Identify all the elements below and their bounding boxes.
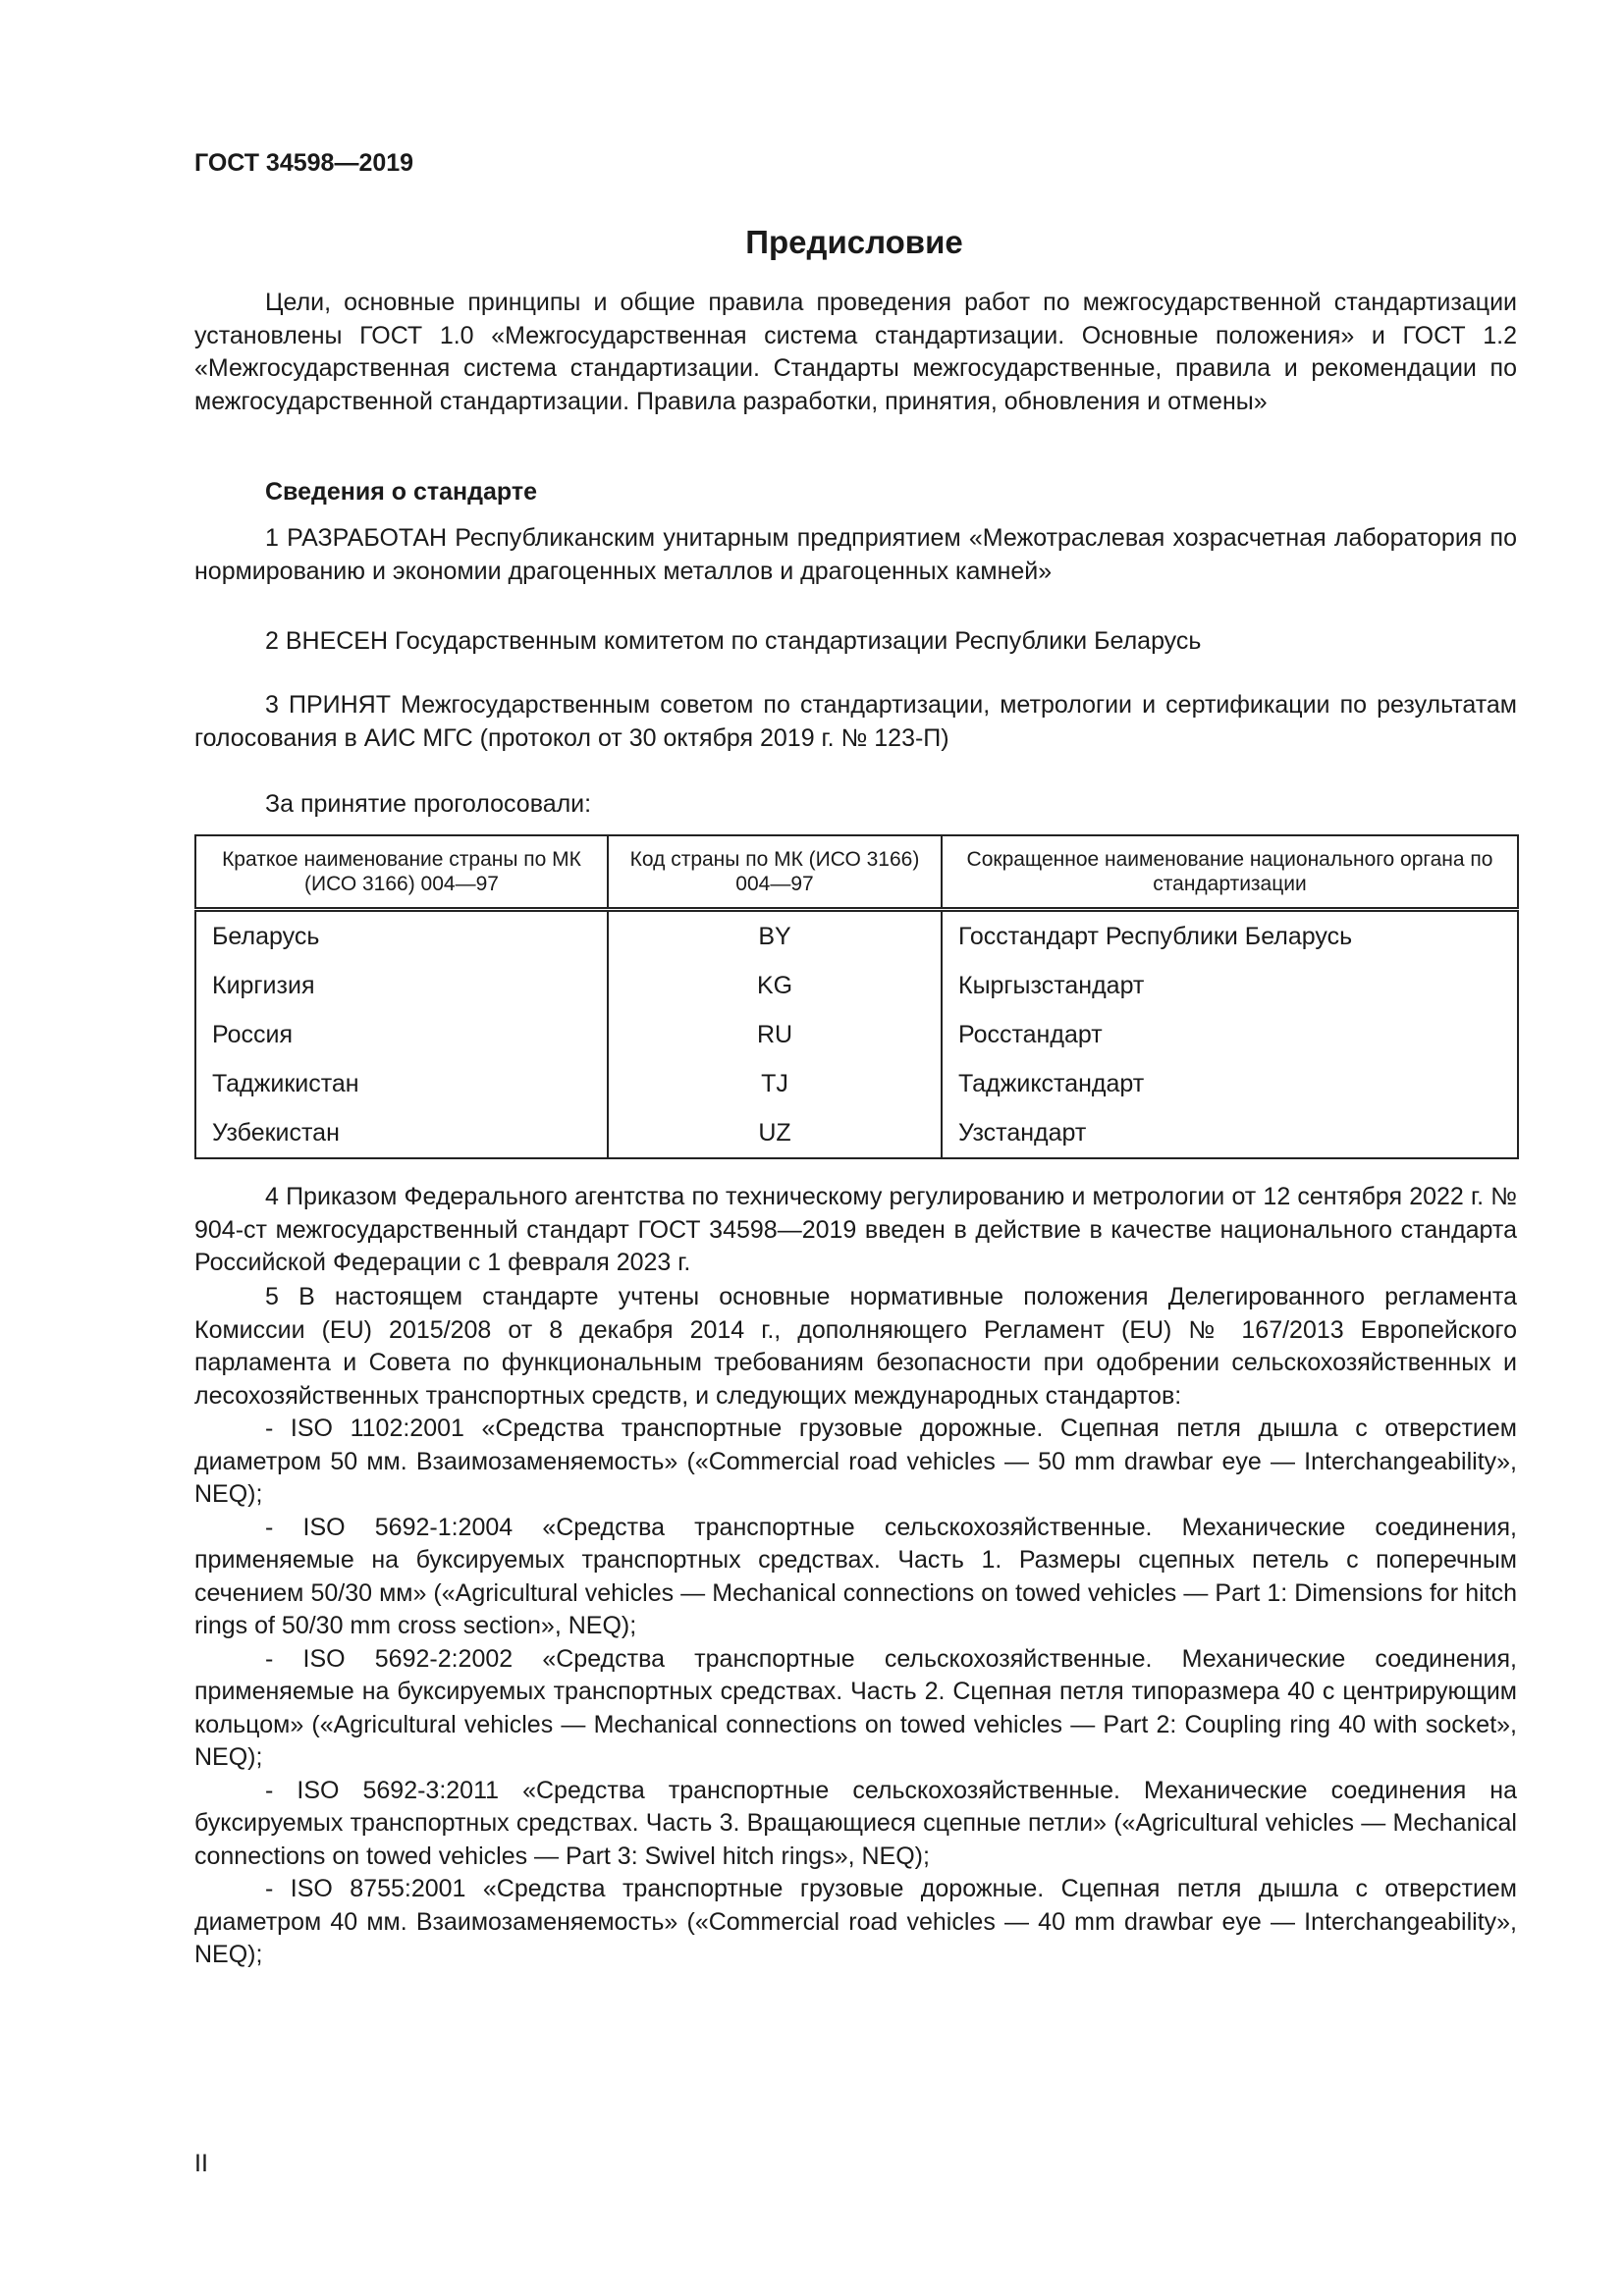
header-national-body: Сокращенное наименование национального органа по стандартизации xyxy=(942,835,1518,910)
standard-list-item: - ISO 1102:2001 «Средства транспортные грузовые дорожные. Сцепная петля дышла с отверстием диаметром 50 мм. Взаимозаменяемость» («Commercial road vehicles — 50 mm drawbar eye — Interchangeability», NEQ); xyxy=(194,1415,1517,1508)
page-number: II xyxy=(194,2150,208,2177)
cell-country: Беларусь xyxy=(195,910,608,962)
item1-paragraph: 1 РАЗРАБОТАН Республиканским унитарным предприятием «Межотраслевая хозрасчетная лаборатория по нормированию и экономии драгоценных металлов и драгоценных камней» xyxy=(194,524,1517,585)
cell-country: Узбекистан xyxy=(195,1108,608,1158)
cell-national-body: Таджикстандарт xyxy=(942,1059,1518,1108)
item4-paragraph: 4 Приказом Федерального агентства по техническому регулированию и метрологии от 12 сентября 2022 г. № 904-ст межгосударственный стандарт ГОСТ 34598—2019 введен в действие в качестве национального стандарта Российской Федерации с 1 февраля 2023 г. xyxy=(194,1183,1517,1276)
voting-table xyxy=(194,834,1519,1159)
standard-list-item: - ISO 5692-2:2002 «Средства транспортные сельскохозяйственные. Механические соединения, применяемые на буксируемых транспортных средствах. Часть 2. Сцепная петля типоразмера 40 с центрирующим кольцом» («Agricultural vehicles — Mechanical connections on towed vehicles — Part 2: Coupling ring 40 with socket», NEQ); xyxy=(194,1644,1517,1771)
page-title: Предисловие xyxy=(745,224,963,260)
standard-list-item: - ISO 5692-3:2011 «Средства транспортные сельскохозяйственные. Механические соединения на буксируемых транспортных средствах. Часть 3. Вращающиеся сцепные петли» («Agricultural vehicles — Mechanical connections on towed vehicles — Part 3: Swivel hitch rings», NEQ); xyxy=(194,1776,1517,1870)
standard-list-item: - ISO 5692-1:2004 «Средства транспортные сельскохозяйственные. Механические соединения, применяемые на буксируемых транспортных средствах. Часть 1. Размеры сцепных петель с поперечным сечением 50/30 мм» («Agricultural vehicles — Mechanical connections on towed vehicles — Part 1: Dimensions for hitch rings of 50/30 mm cross section», NEQ); xyxy=(194,1513,1517,1639)
standard-list-item: - ISO 8755:2001 «Средства транспортные грузовые дорожные. Сцепная петля дышла с отверстием диаметром 40 мм. Взаимозаменяемость» («Commercial road vehicles — 40 mm drawbar eye — Interchangeability», NEQ); xyxy=(194,1875,1517,1968)
header-country: Краткое наименование страны по МК (ИСО 3166) 004—97 xyxy=(195,835,608,910)
table-row xyxy=(195,961,1518,1010)
table-row xyxy=(195,1010,1518,1059)
cell-national-body: Узстандарт xyxy=(942,1108,1518,1158)
table-row xyxy=(195,1108,1518,1158)
cell-code: KG xyxy=(608,961,942,1010)
cell-code: UZ xyxy=(608,1108,942,1158)
section-heading: Сведения о стандарте xyxy=(265,478,538,506)
table-row xyxy=(195,910,1518,962)
intro-block xyxy=(194,287,1517,418)
cell-code: TJ xyxy=(608,1059,942,1108)
cell-country: Киргизия xyxy=(195,961,608,1010)
cell-national-body: Росстандарт xyxy=(942,1010,1518,1059)
intro-paragraph: Цели, основные принципы и общие правила проведения работ по межгосударственной стандартизации установлены ГОСТ 1.0 «Межгосударственная система стандартизации. Основные положения» и ГОСТ 1.2 «Межгосударственная система стандартизации. Стандарты межгосударственные, правила и рекомендации по межгосударственной стандартизации. Правила разработки, принятия, обновления и отмены» xyxy=(194,289,1517,415)
item1-block xyxy=(194,522,1517,588)
item4-block xyxy=(194,1181,1517,1280)
item3-block xyxy=(194,689,1517,755)
header-code: Код страны по МК (ИСО 3166) 004—97 xyxy=(608,835,942,910)
item2-paragraph: 2 ВНЕСЕН Государственным комитетом по стандартизации Республики Беларусь xyxy=(265,627,1202,655)
cell-national-body: Госстандарт Республики Беларусь xyxy=(942,910,1518,962)
item2-block xyxy=(194,625,1517,659)
cell-code: BY xyxy=(608,910,942,962)
cell-code: RU xyxy=(608,1010,942,1059)
item5-block xyxy=(194,1281,1517,1972)
cell-country: Таджикистан xyxy=(195,1059,608,1108)
item5-intro: 5 В настоящем стандарте учтены основные нормативные положения Делегированного регламента Комиссии (EU) 2015/208 от 8 декабря 2014 г., дополняющего Регламент (EU) № 167/2013 Европейского парламента и Совета по функциональным требованиям безопасности при одобрении сельскохозяйственных и лесохозяйственных транспортных средств, и следующих международных стандартов: xyxy=(194,1283,1517,1410)
cell-country: Россия xyxy=(195,1010,608,1059)
table-header-row xyxy=(195,835,1518,910)
cell-national-body: Кыргызстандарт xyxy=(942,961,1518,1010)
table-row xyxy=(195,1059,1518,1108)
vote-label: За принятие проголосовали: xyxy=(265,790,592,818)
document-code: ГОСТ 34598—2019 xyxy=(194,149,414,177)
item3-paragraph: 3 ПРИНЯТ Межгосударственным советом по стандартизации, метрологии и сертификации по результатам голосования в АИС МГС (протокол от 30 октября 2019 г. № 123-П) xyxy=(194,691,1517,752)
